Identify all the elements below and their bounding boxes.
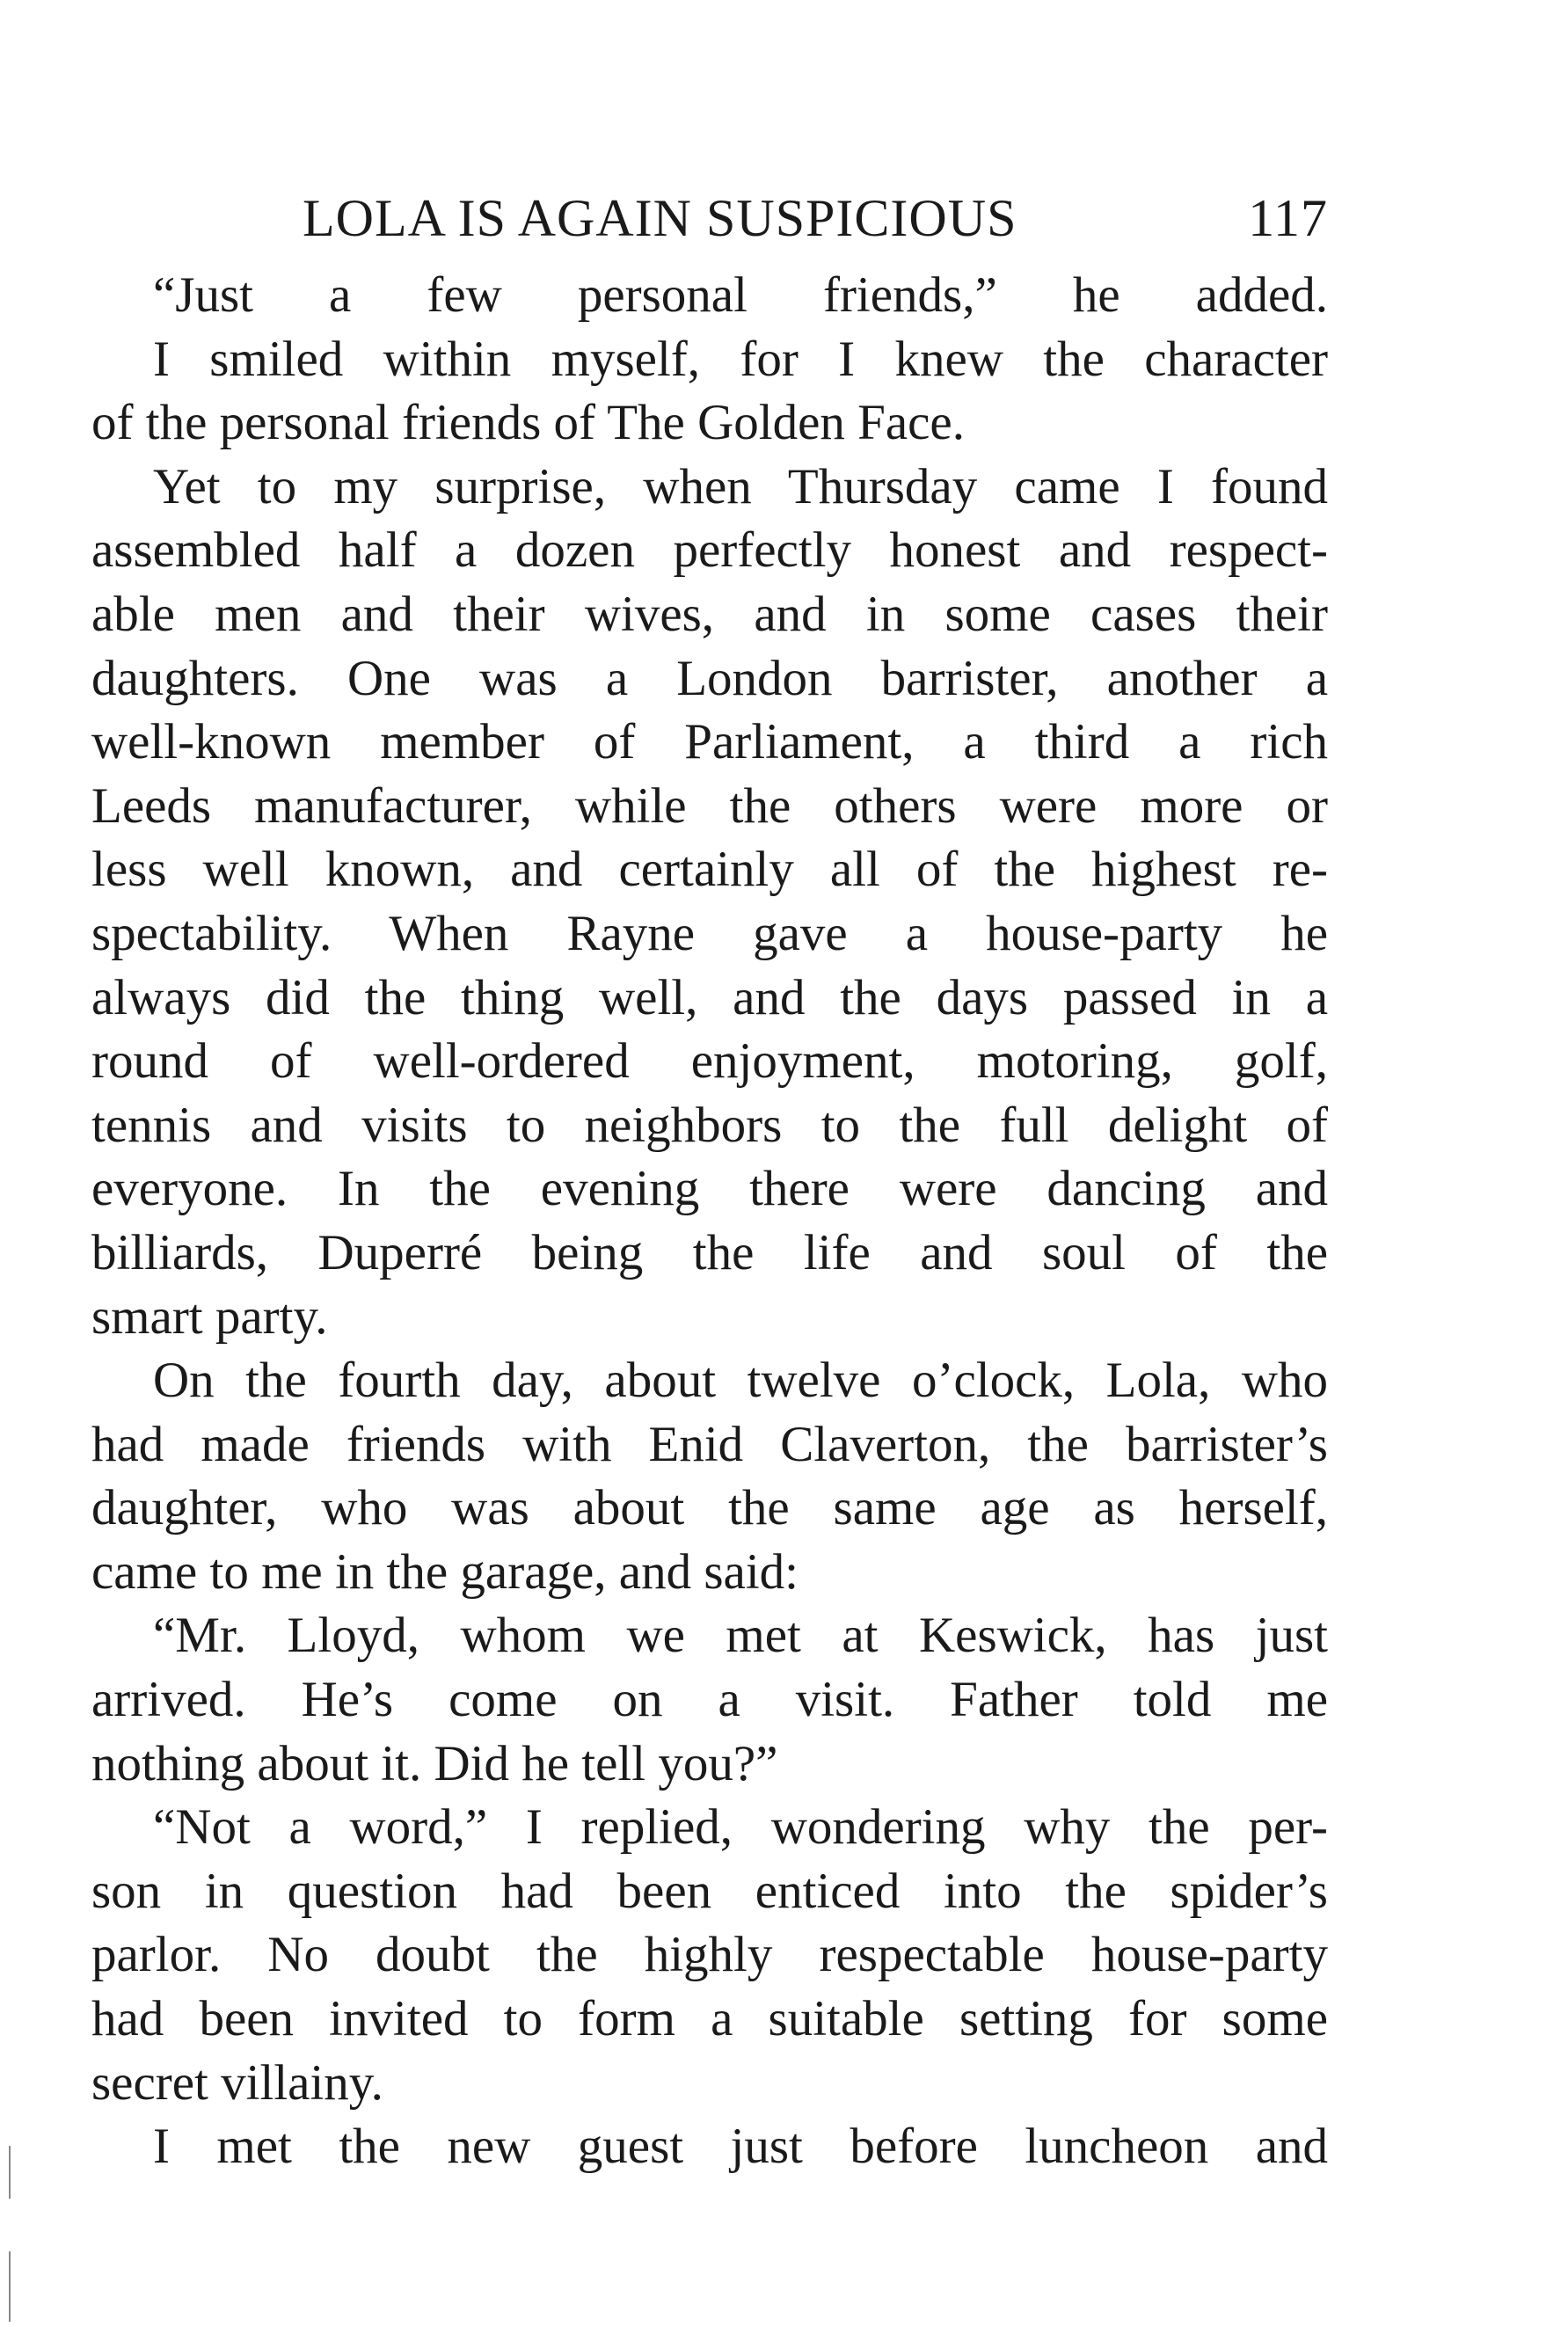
page-number: 117 xyxy=(1248,189,1328,247)
text-line: came to me in the garage, and said: xyxy=(91,1543,799,1600)
text-line: parlor. No doubt the highly respectable house-party xyxy=(91,1927,1328,1983)
page-header xyxy=(91,183,1328,253)
text-line: spectability. When Rayne gave a house-party he xyxy=(91,905,1328,961)
text-line: arrived. He’s come on a visit. Father told me xyxy=(91,1672,1328,1728)
text-line: everyone. In the evening there were dancing and xyxy=(91,1161,1328,1217)
body-text xyxy=(91,264,1328,2179)
text-line: nothing about it. Did he tell you?” xyxy=(91,1735,778,1791)
text-line: secret villainy. xyxy=(91,2054,383,2111)
scan-edge-mark xyxy=(9,2146,11,2199)
text-line: round of well-ordered enjoyment, motoring, golf, xyxy=(91,1033,1328,1090)
text-line: son in question had been enticed into the spider’s xyxy=(91,1863,1328,1919)
text-line: able men and their wives, and in some cases their xyxy=(91,586,1328,642)
text-line: assembled half a dozen perfectly honest and respect- xyxy=(91,522,1328,579)
text-line: “Not a word,” I replied, wondering why the per- xyxy=(153,1799,1328,1856)
scan-edge-mark xyxy=(9,2251,11,2322)
text-line: I smiled within myself, for I knew the character xyxy=(153,331,1328,387)
text-line: always did the thing well, and the days passed in a xyxy=(91,969,1328,1025)
text-line: well-known member of Parliament, a third a rich xyxy=(91,714,1328,770)
text-line: less well known, and certainly all of the highest re- xyxy=(91,842,1328,898)
text-line: On the fourth day, about twelve o’clock, Lola, who xyxy=(153,1353,1328,1409)
text-line: smart party. xyxy=(91,1288,328,1345)
text-line: “Mr. Lloyd, whom we met at Keswick, has just xyxy=(153,1608,1328,1664)
running-title: LOLA IS AGAIN SUSPICIOUS xyxy=(303,189,1017,247)
text-line: had been invited to form a suitable setting for some xyxy=(91,1991,1328,2047)
text-line: “Just a few personal friends,” he added. xyxy=(153,267,1328,323)
text-line: Yet to my surprise, when Thursday came I found xyxy=(153,458,1328,514)
text-line: I met the new guest just before luncheon and xyxy=(153,2119,1328,2175)
text-line: of the personal friends of The Golden Face. xyxy=(91,395,965,451)
text-line: daughter, who was about the same age as herself, xyxy=(91,1480,1328,1536)
text-line: tennis and visits to neighbors to the full delight of xyxy=(91,1097,1328,1153)
text-line: daughters. One was a London barrister, another a xyxy=(91,650,1328,706)
text-line: billiards, Duperré being the life and soul of the xyxy=(91,1224,1328,1280)
text-line: Leeds manufacturer, while the others were more or xyxy=(91,777,1328,834)
text-line: had made friends with Enid Claverton, the barrister’s xyxy=(91,1416,1328,1472)
